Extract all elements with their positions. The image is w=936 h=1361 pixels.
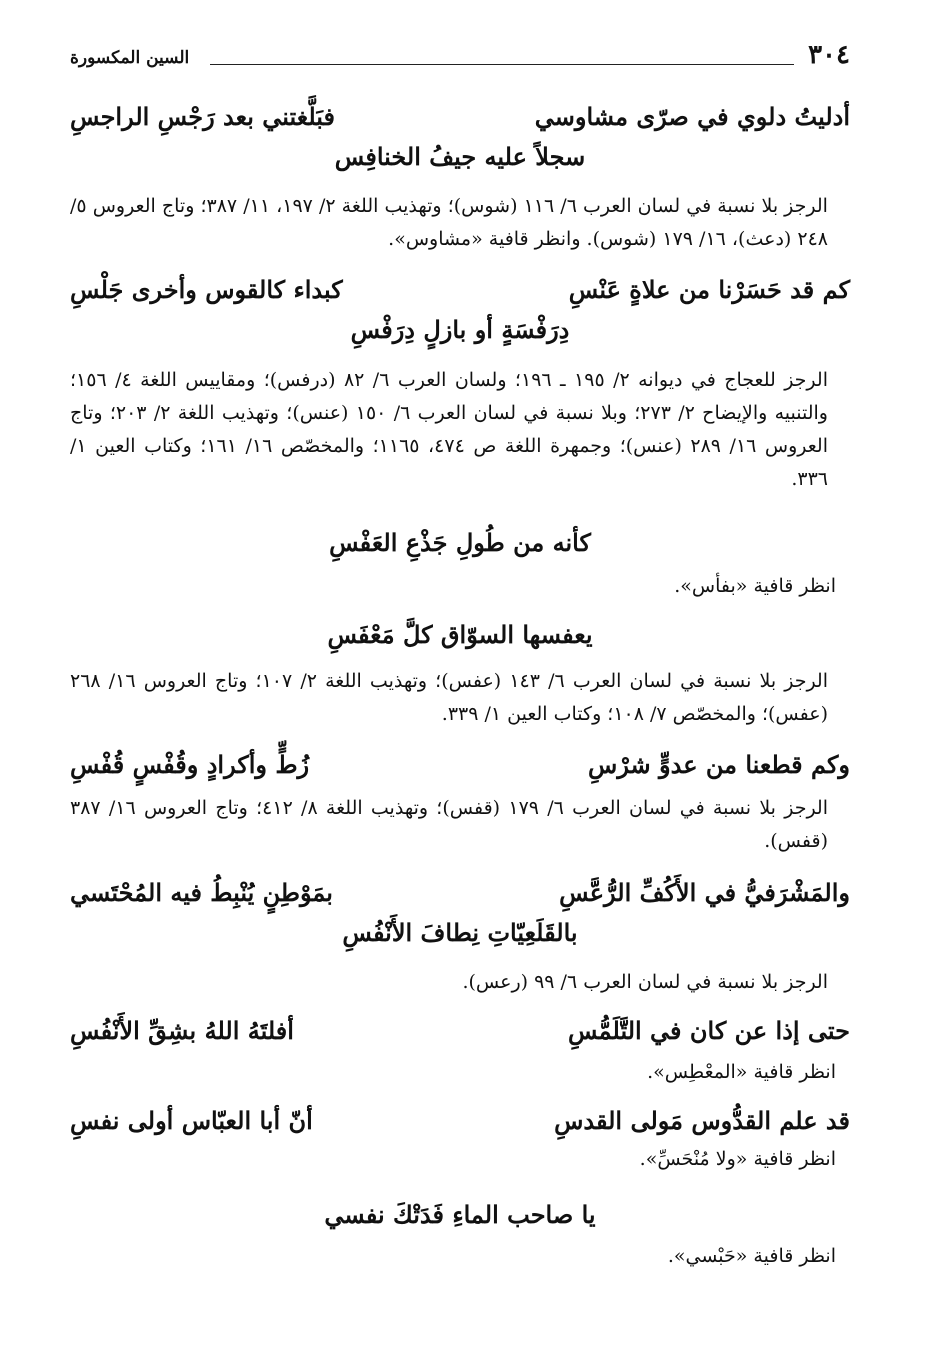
- verse-hemistich: والمَشْرَفيُّ في الأَكُفِّ الرُّعَّسِ: [559, 878, 850, 907]
- verse-hemistich: أفلتَهُ اللهُ بشِقِّ الأَنْفُسِ: [70, 1016, 294, 1045]
- header-rule: [210, 64, 794, 65]
- verse-hemistich: كبداء كالقوس وأخرى جَلْسِ: [70, 275, 343, 304]
- page-header: [70, 40, 850, 80]
- verse-hemistich: كم قد حَسَرْنا من علاةٍ عَنْسِ: [568, 275, 850, 304]
- verse-block: [70, 750, 850, 790]
- footnote-text: الرجز للعجاج في ديوانه ٢/ ١٩٥ ـ ١٩٦؛ ولسان العرب ٦/ ٨٢ (درفس)؛ ومقاييس اللغة ٤/ ١٥٦؛ والتنبيه والإيضاح ٢/ ٢٧٣؛ وبلا نسبة في لسان العرب ٦/ ١٥٠ (عنس)؛ وتهذيب اللغة ٢/ ٢٠٣؛ وتاج العروس ١٦/ ٢٨٩ (عنس)؛ وجمهرة اللغة ص ٤٧٤، ١١٦٥؛ والمخصّص ١٦/ ١٦١؛ وكتاب العين ١/ ٣٣٦.: [70, 369, 828, 490]
- verse-block: [70, 1016, 850, 1056]
- verse-block: [70, 1106, 850, 1146]
- verse-hemistich: فبَلَّغتني بعد رَجْسِ الراجسِ: [70, 102, 335, 131]
- cross-reference: انظر قافية «حَبْسي».: [667, 1245, 836, 1267]
- footnote-text: الرجز بلا نسبة في لسان العرب ٦/ ١٤٣ (عفس)؛ وتهذيب اللغة ٢/ ١٠٧؛ وتاج العروس ١٦/ ٢٦٨ (عفس)؛ والمخصّص ٧/ ١٠٨؛ وكتاب العين ١/ ٣٣٩.: [70, 670, 829, 725]
- verse-hemistich: زُطٍّ وأكرادٍ وقُفْسٍ قُفْسِ: [70, 750, 310, 779]
- verse-line: سجلاً عليه جيفُ الخنافِس: [334, 142, 586, 171]
- verse-block: [70, 102, 850, 182]
- footnote-text: الرجز بلا نسبة في لسان العرب ٦/ ١١٦ (شوس)؛ وتهذيب اللغة ٢/ ١٩٧، ١١/ ٣٨٧؛ وتاج العروس ٥/ ٢٤٨ (دعث)، ١٦/ ١٧٩ (شوس). وانظر قافية «مشاوس».: [70, 195, 828, 250]
- footnote-text: الرجز بلا نسبة في لسان العرب ٦/ ٩٩ (رعس).: [462, 971, 828, 993]
- verse-block: [70, 528, 850, 568]
- running-title: السين المكسورة: [70, 48, 190, 68]
- verse-block: [70, 620, 850, 660]
- document-page: [70, 40, 850, 1340]
- footnote-text: الرجز بلا نسبة في لسان العرب ٦/ ١٧٩ (قفس)؛ وتهذيب اللغة ٨/ ٤١٢؛ وتاج العروس ١٦/ ٣٨٧ (قفس).: [70, 797, 829, 852]
- verse-hemistich: وكم قطعنا من عدوٍّ شرْسِ: [588, 750, 850, 779]
- verse-line: بالقَلَعِيّاتِ نِطافَ الأَنْفُسِ: [342, 918, 578, 947]
- verse-block: [70, 275, 850, 355]
- verse-hemistich: حتى إذا عن كان في التَّلَمُّسِ: [568, 1016, 850, 1045]
- verse-block: [70, 878, 850, 958]
- verse-hemistich: بمَوْطِنٍ يُنْبِطُ فيه المُحْتَسي: [70, 878, 333, 907]
- page-number: ٣٠٤: [808, 40, 850, 70]
- verse-line: يا صاحب الماءِ فَدَتْكَ نفسي: [324, 1200, 596, 1229]
- verse-line: يعفسها السوّاق كلَّ مَعْفَسِ: [327, 620, 593, 649]
- cross-reference: انظر قافية «المعْطِس».: [647, 1061, 836, 1083]
- verse-hemistich: أدليتُ دلوي في صرّى مشاوسي: [534, 102, 850, 131]
- cross-reference: انظر قافية «بفأس».: [674, 575, 836, 597]
- verse-line: كأنه من طُولِ جَذْعِ العَفْسِ: [329, 528, 591, 557]
- verse-hemistich: أنّ أبا العبّاس أولى نفسِ: [70, 1106, 313, 1135]
- cross-reference: انظر قافية «ولا مُنْحَسِّ».: [639, 1148, 836, 1170]
- verse-hemistich: قد علم القدُّوس مَولى القدسِ: [554, 1106, 850, 1135]
- verse-block: [70, 1200, 850, 1240]
- verse-line: دِرَفْسَةٍ أو بازلٍ دِرَفْسِ: [350, 315, 570, 344]
